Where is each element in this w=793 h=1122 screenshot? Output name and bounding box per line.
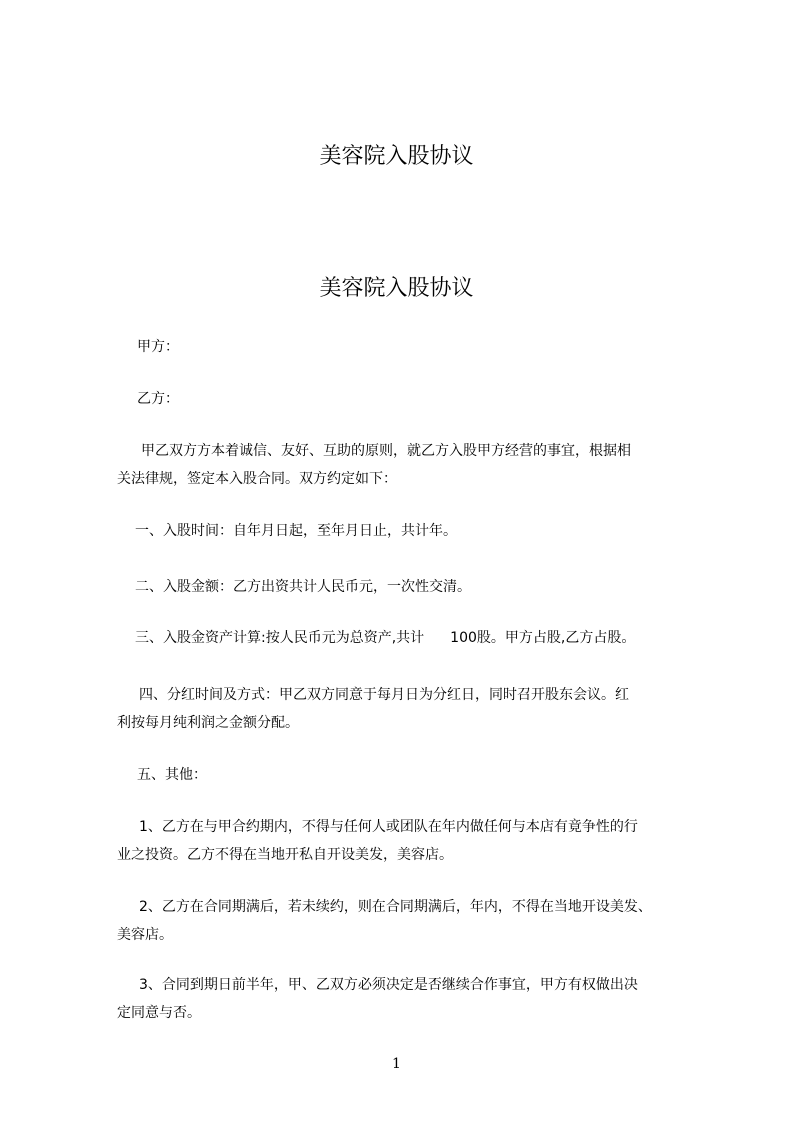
clause-4 [117, 681, 717, 737]
item-1-line-2: 业之投资。乙方不得在当地开私自开设美发，美容店。 [117, 847, 453, 863]
item-2-line-2: 美容店。 [117, 927, 173, 943]
clause-3-prefix: 三、入股金资产计算:按人民币元为总资产,共计 [135, 630, 425, 646]
item-2-line-1: 2、乙方在合同期满后，若未续约，则在合同期满后，年内，不得在当地开设美发、 [139, 899, 652, 915]
header-title: 美容院入股协议 [319, 144, 474, 169]
page-number: 1 [392, 1056, 401, 1072]
clause-4-line-2: 利按每月纯利润之金额分配。 [117, 715, 299, 731]
party-b-label: 乙方： [137, 391, 179, 407]
clause-5: 五、其他： [137, 767, 207, 783]
clause-3-shares: 100 [450, 630, 477, 646]
item-2 [117, 893, 717, 949]
clause-1: 一、入股时间：自年月日起，至年月日止，共计年。 [135, 523, 457, 539]
item-3-line-1: 3、合同到期日前半年，甲、乙双方必须决定是否继续合作事宜，甲方有权做出决 [139, 977, 638, 993]
item-1-line-1: 1、乙方在与甲合约期内，不得与任何人或团队在年内做任何与本店有竟争性的行 [139, 819, 638, 835]
intro-paragraph [117, 437, 717, 493]
document-title: 美容院入股协议 [319, 276, 474, 301]
intro-line-1: 甲乙双方方本着诚信、友好、互助的原则，就乙方入股甲方经营的事宜，根据相 [141, 443, 631, 459]
item-3-line-2: 定同意与否。 [117, 1005, 201, 1021]
clause-3 [135, 624, 735, 652]
item-1 [117, 813, 717, 869]
clause-4-line-1: 四、分红时间及方式：甲乙双方同意于每月日为分红日，同时召开股东会议。红 [139, 687, 629, 703]
item-3 [117, 971, 717, 1027]
clause-2: 二、入股金额：乙方出资共计人民币元，一次性交清。 [135, 579, 471, 595]
clause-3-suffix: 股。甲方占股,乙方占股。 [476, 630, 636, 646]
party-a-label: 甲方： [137, 339, 179, 355]
intro-line-2: 关法律规，签定本入股合同。双方约定如下： [117, 471, 397, 487]
